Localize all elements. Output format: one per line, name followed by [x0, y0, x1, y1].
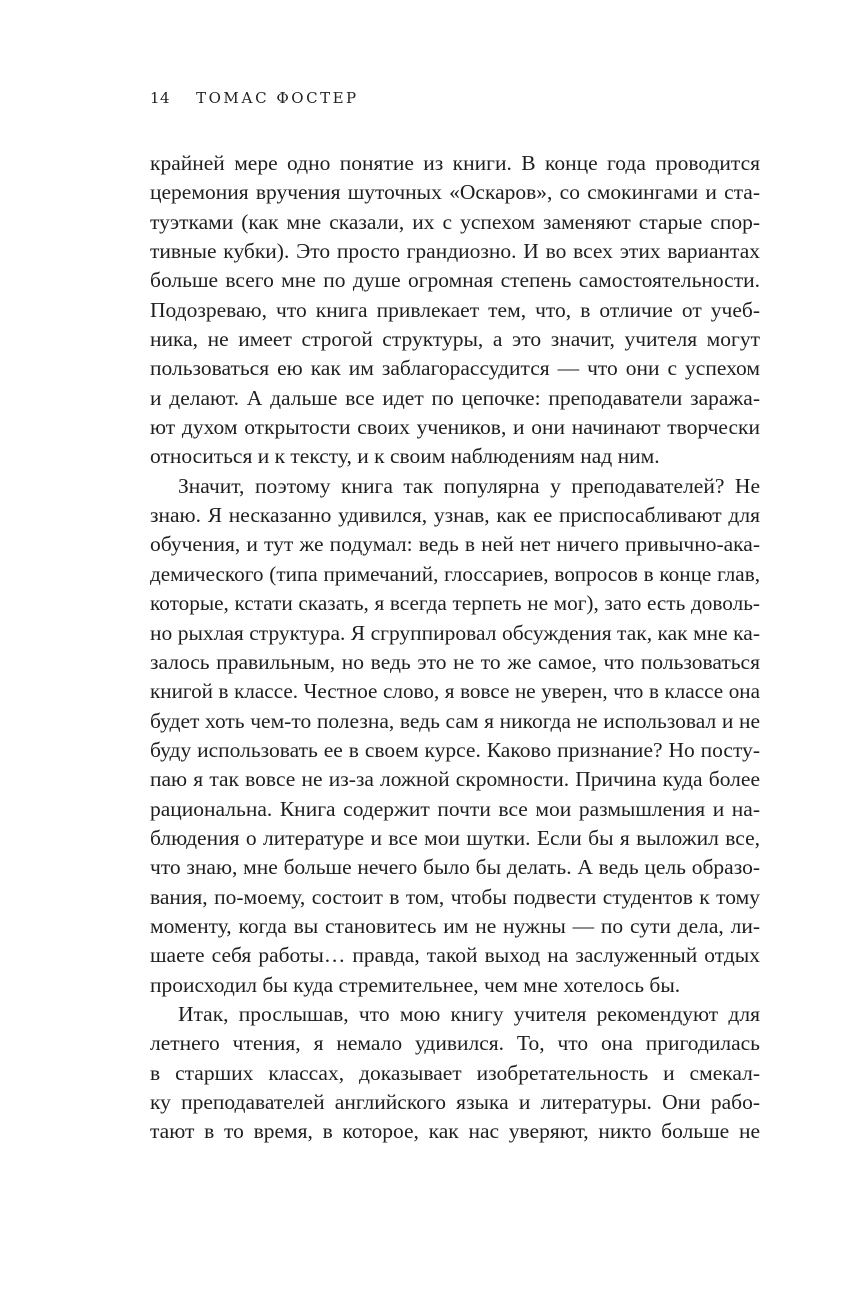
paragraph-1 [150, 149, 760, 472]
text-line: Итак, прослышав, что мою книгу учителя рекомендуют для [178, 1001, 760, 1026]
text-line: происходил бы куда стремительнее, чем мне хотелось бы. [150, 972, 681, 997]
text-line: ку преподавателей английского языка и литературы. Они рабо- [150, 1090, 760, 1114]
text-line: буду использовать ее в своем курсе. Каково признание? Но посту- [150, 737, 760, 762]
text-line: летнего чтения, я немало удивился. То, что она пригодилась [150, 1031, 760, 1056]
text-line: моменту, когда вы становитесь им не нужны — по сути дела, ли- [150, 913, 760, 938]
text-line: рациональна. Книга содержит почти все мои размышления и на- [150, 796, 760, 821]
text-line: шаете себя работы… правда, такой выход на заслуженный отдых [150, 943, 760, 968]
paragraph-3 [150, 1000, 760, 1147]
text-line: тивные кубки). Это просто грандиозно. И во всех этих вариантах [150, 239, 760, 264]
body-text [150, 149, 760, 1147]
paragraph-2 [150, 472, 760, 1000]
text-line: паю я так вовсе не из-за ложной скромности. Причина куда более [150, 767, 760, 792]
text-line: ют духом открытости своих учеников, и они начинают творчески [150, 415, 760, 440]
text-line: больше всего мне по душе огромная степень самостоятельности. [150, 268, 760, 293]
text-line: но рыхлая структура. Я сгруппировал обсуждения так, как мне ка- [150, 620, 760, 645]
text-line: которые, кстати сказать, я всегда терпеть не мог), зато есть доволь- [150, 591, 760, 616]
text-line: церемония вручения шуточных «Оскаров», со смокингами и ста- [150, 180, 760, 205]
text-line: тают в то время, в которое, как нас уверяют, никто больше не [150, 1119, 760, 1144]
text-line: что знаю, мне больше нечего было бы делать. А ведь цель образо- [150, 855, 760, 880]
text-line: крайней мере одно понятие из книги. В конце года проводится [150, 151, 760, 175]
text-line: в старших классах, доказывает изобретательность и смекал- [150, 1060, 760, 1085]
text-line: вания, по-моему, состоит в том, чтобы подвести студентов к тому [150, 884, 760, 909]
page-number: 14 [150, 89, 171, 107]
book-author: ТОМАС ФОСТЕР [196, 89, 359, 107]
text-line: знаю. Я несказанно удивился, узнав, как ее приспосабливают для [150, 503, 760, 528]
text-line: залось правильным, но ведь это не то же самое, что пользоваться [150, 649, 760, 674]
text-line: будет хоть чем-то полезна, ведь сам я никогда не использовал и не [150, 708, 760, 733]
text-line: относиться и к тексту, и к своим наблюдениям над ним. [150, 444, 660, 469]
text-line: туэтками (как мне сказали, их с успехом заменяют старые спор- [150, 209, 760, 234]
running-head [150, 89, 359, 107]
text-line: Значит, поэтому книга так популярна у преподавателей? Не [178, 473, 760, 498]
text-line: Подозреваю, что книга привлекает тем, что, в отличие от учеб- [150, 297, 760, 322]
text-line: пользоваться ею как им заблагорассудится — что они с успехом [150, 356, 760, 381]
text-line: блюдения о литературе и все мои шутки. Если бы я выложил все, [150, 825, 760, 850]
text-line: демического (типа примечаний, глоссариев, вопросов в конце глав, [150, 561, 760, 586]
text-line: ника, не имеет строгой структуры, а это значит, учителя могут [150, 327, 760, 352]
text-line: обучения, и тут же подумал: ведь в ней нет ничего привычно-ака- [150, 532, 760, 557]
text-line: книгой в классе. Честное слово, я вовсе не уверен, что в классе она [150, 679, 760, 704]
text-line: и делают. А дальше все идет по цепочке: преподаватели заража- [150, 385, 760, 410]
